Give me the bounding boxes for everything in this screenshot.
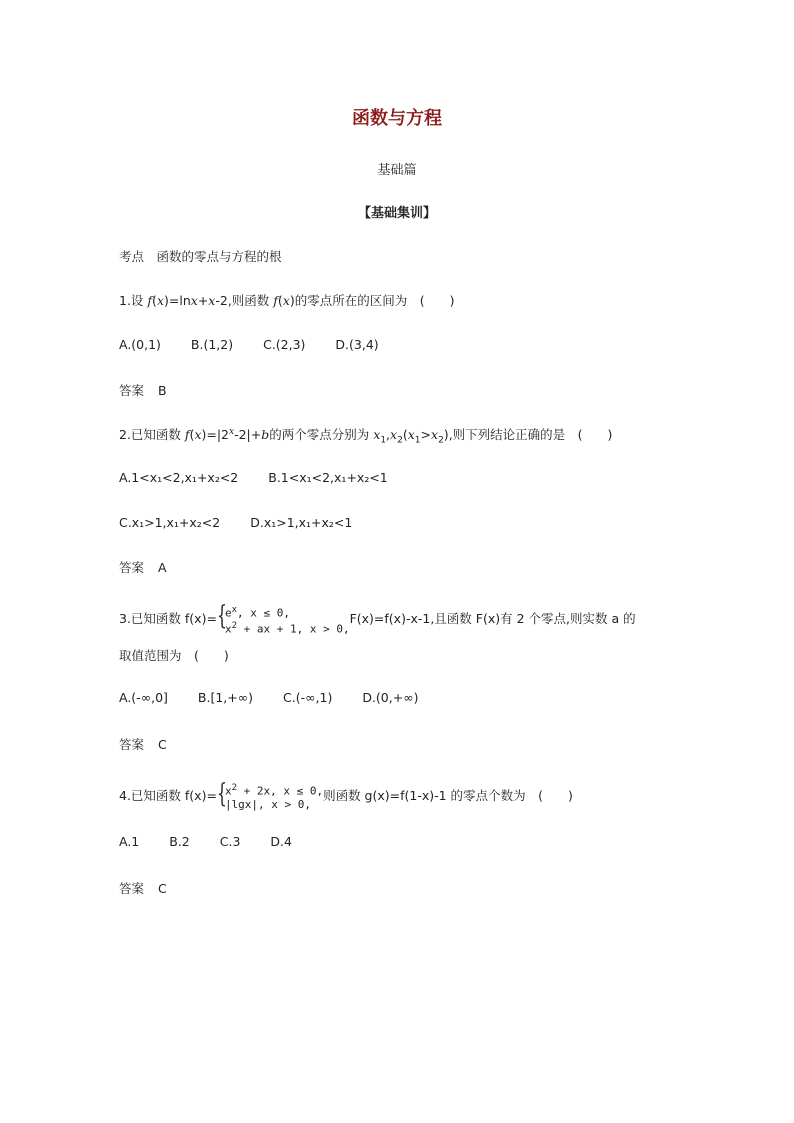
q1-t2: )=ln <box>164 293 191 308</box>
q2-m3: -2|+ <box>234 427 262 442</box>
q2-b: b <box>261 427 270 442</box>
q4-option-c: C.3 <box>219 834 241 849</box>
answer-label: 答案 <box>119 560 145 575</box>
section-heading: 【基础集训】 <box>357 206 436 221</box>
answer-value: B <box>158 383 167 398</box>
q1-option-c: C.(2,3) <box>263 337 306 352</box>
q2-suffix: ,则下列结论正确的是 ( ) <box>448 427 613 442</box>
q2-x: x <box>194 427 202 442</box>
q3-prefix: 3.已知函数 <box>119 611 185 627</box>
q4-option-a: A.1 <box>119 834 140 849</box>
q4-option-b: B.2 <box>169 834 190 849</box>
q2-m4: 的两个零点分别为 <box>269 427 374 442</box>
q3-option-b: B.[1,+∞) <box>197 690 254 705</box>
q2-f: f <box>184 427 190 442</box>
q4-piecewise: { $x^2 + 2x$, x ≤ 0, |lgx|, x > 0, <box>216 779 324 811</box>
q1-option-b: B.(1,2) <box>190 337 234 352</box>
answer-value: A <box>158 560 167 575</box>
q1-option-a: A.(0,1) <box>119 337 161 352</box>
question-3-line2: 取值范围为 ( ) <box>119 648 229 663</box>
question-2-answer <box>119 558 167 576</box>
question-3 <box>119 601 636 636</box>
q3-option-d: D.(0,+∞) <box>362 690 419 705</box>
q4-fx: f(x)= <box>184 787 217 803</box>
question-2: 2.已知函数 $f(x)=|2^x-2|+b$的两个零点分别为 $x_1,x_2(x_1>x_2)$,则下列结论正确的是 ( ) <box>119 426 613 446</box>
q1-num: 1.设 <box>119 293 148 308</box>
q1-x3: x <box>208 293 216 308</box>
answer-label: 答案 <box>119 881 145 896</box>
q2-prefix: 2.已知函数 <box>119 427 185 442</box>
question-1-options <box>119 337 405 352</box>
question-1 <box>119 291 455 309</box>
q2-option-b: B.1<x₁<2,x₁+x₂<1 <box>268 470 388 485</box>
q2-sup: x <box>229 426 235 437</box>
q4-prefix: 4.已知函数 <box>119 787 185 803</box>
q3-fx: f(x)= <box>184 611 217 627</box>
q3-option-c: C.(-∞,1) <box>283 690 333 705</box>
q1-x2: x <box>190 293 198 308</box>
q2-option-c: C.x₁>1,x₁+x₂<2 <box>119 515 221 530</box>
question-2-options-row2 <box>119 515 378 530</box>
q4-option-d: D.4 <box>270 834 292 849</box>
q1-option-d: D.(3,4) <box>335 337 379 352</box>
q1-x1: x <box>156 293 164 308</box>
q1-f: f <box>147 293 153 308</box>
question-4 <box>119 779 573 811</box>
q2-option-d: D.x₁>1,x₁+x₂<1 <box>250 515 353 530</box>
q4-after: 则函数 g(x)=f(1-x)-1 的零点个数为 ( ) <box>323 787 573 803</box>
answer-value: C <box>158 881 167 896</box>
answer-value: C <box>158 737 167 752</box>
question-3-options <box>119 690 444 705</box>
answer-label: 答案 <box>119 383 145 398</box>
question-4-options <box>119 834 318 849</box>
q1-f2: f <box>273 293 278 308</box>
question-1-answer <box>119 381 167 399</box>
q1-x4: x <box>282 293 290 308</box>
q1-t1: ( <box>152 293 157 308</box>
page-subtitle: 基础篇 <box>377 163 417 178</box>
q2-m2: )=|2 <box>201 427 230 442</box>
question-3-answer <box>119 735 167 753</box>
question-2-options-row1 <box>119 470 414 485</box>
q3-piecewise: { $e^x$, x ≤ 0, $x^2$ + ax + 1, x > 0, <box>216 601 350 636</box>
q2-m1: ( <box>189 427 195 442</box>
q1-t5: ( <box>277 293 283 308</box>
q1-t4: -2,则函数 <box>215 293 274 308</box>
q1-t6: )的零点所在的区间为 ( ) <box>289 293 455 308</box>
question-4-answer <box>119 879 167 897</box>
q2-option-a: A.1<x₁<2,x₁+x₂<2 <box>119 470 239 485</box>
answer-label: 答案 <box>119 737 145 752</box>
q1-t3: + <box>197 293 209 308</box>
topic-heading: 考点 函数的零点与方程的根 <box>119 249 282 264</box>
page-title: 函数与方程 <box>352 108 442 129</box>
q3-after: F(x)=f(x)-x-1,且函数 F(x)有 2 个零点,则实数 a 的 <box>349 611 636 627</box>
q3-option-a: A.(-∞,0] <box>119 690 168 705</box>
